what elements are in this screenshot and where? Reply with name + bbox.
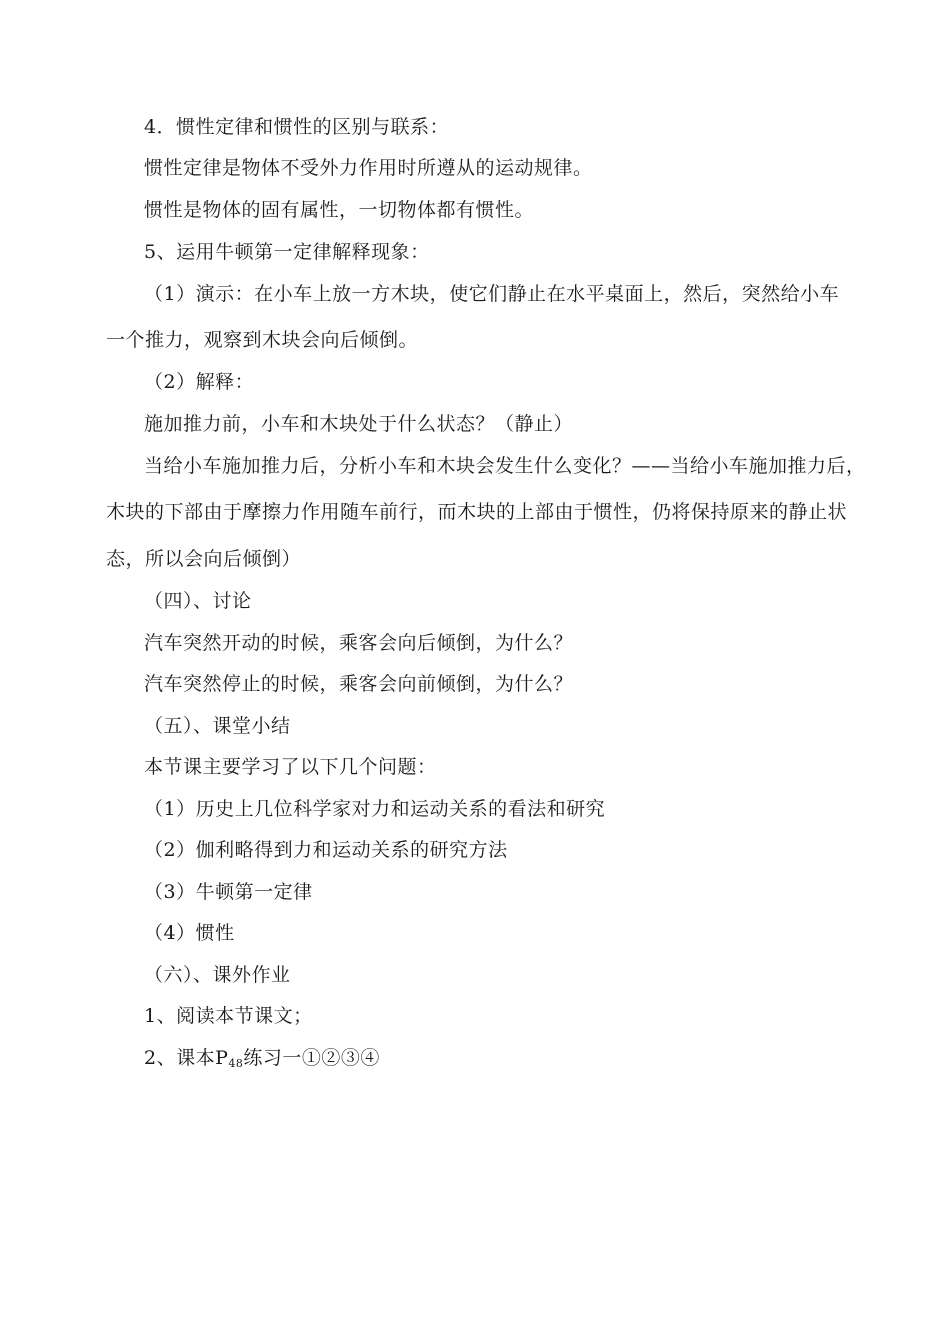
section-heading-inertia-law-vs-inertia: 4．惯性定律和惯性的区别与联系： (144, 116, 450, 138)
section-heading-apply-newton-first-law: 5、运用牛顿第一定律解释现象： (144, 241, 430, 263)
homework-item-2-prefix: 2、课本P (144, 1047, 229, 1069)
paragraph-demo-line2: 一个推力，观察到木块会向后倾倒。 (106, 329, 419, 351)
summary-item-3: （3）牛顿第一定律 (144, 881, 313, 903)
paragraph-before-push: 施加推力前，小车和木块处于什么状态？（静止） (144, 413, 574, 435)
discussion-question-stop: 汽车突然停止的时候，乘客会向前倾倒，为什么？ (144, 673, 574, 695)
paragraph-after-push-line3: 态，所以会向后倾倒） (106, 548, 302, 570)
subheading-explanation: （2）解释： (144, 371, 255, 393)
paragraph-demo-line1: （1）演示：在小车上放一方木块，使它们静止在水平桌面上，然后，突然给小车 (144, 283, 840, 305)
summary-item-4: （4）惯性 (144, 922, 235, 944)
discussion-question-start: 汽车突然开动的时候，乘客会向后倾倒，为什么？ (144, 632, 574, 654)
section-heading-summary: （五）、课堂小结 (144, 715, 291, 737)
summary-item-2: （2）伽利略得到力和运动关系的研究方法 (144, 839, 508, 861)
paragraph-inertia-law: 惯性定律是物体不受外力作用时所遵从的运动规律。 (144, 157, 593, 179)
summary-intro: 本节课主要学习了以下几个问题： (144, 756, 437, 778)
section-heading-homework: （六）、课外作业 (144, 964, 291, 986)
homework-item-2 (144, 1046, 380, 1073)
paragraph-inertia: 惯性是物体的固有属性，一切物体都有惯性。 (144, 199, 535, 221)
section-heading-discussion: （四）、讨论 (144, 590, 252, 612)
paragraph-after-push-line2: 木块的下部由于摩擦力作用随车前行，而木块的上部由于惯性，仍将保持原来的静止状 (106, 501, 848, 523)
homework-item-1: 1、阅读本节课文； (144, 1005, 313, 1027)
homework-item-2-suffix: 练习一①②③④ (243, 1047, 380, 1069)
paragraph-after-push-line1: 当给小车施加推力后，分析小车和木块会发生什么变化？——当给小车施加推力后， (144, 455, 866, 477)
page-number-subscript: 48 (228, 1057, 244, 1070)
summary-item-1: （1）历史上几位科学家对力和运动关系的看法和研究 (144, 798, 606, 820)
